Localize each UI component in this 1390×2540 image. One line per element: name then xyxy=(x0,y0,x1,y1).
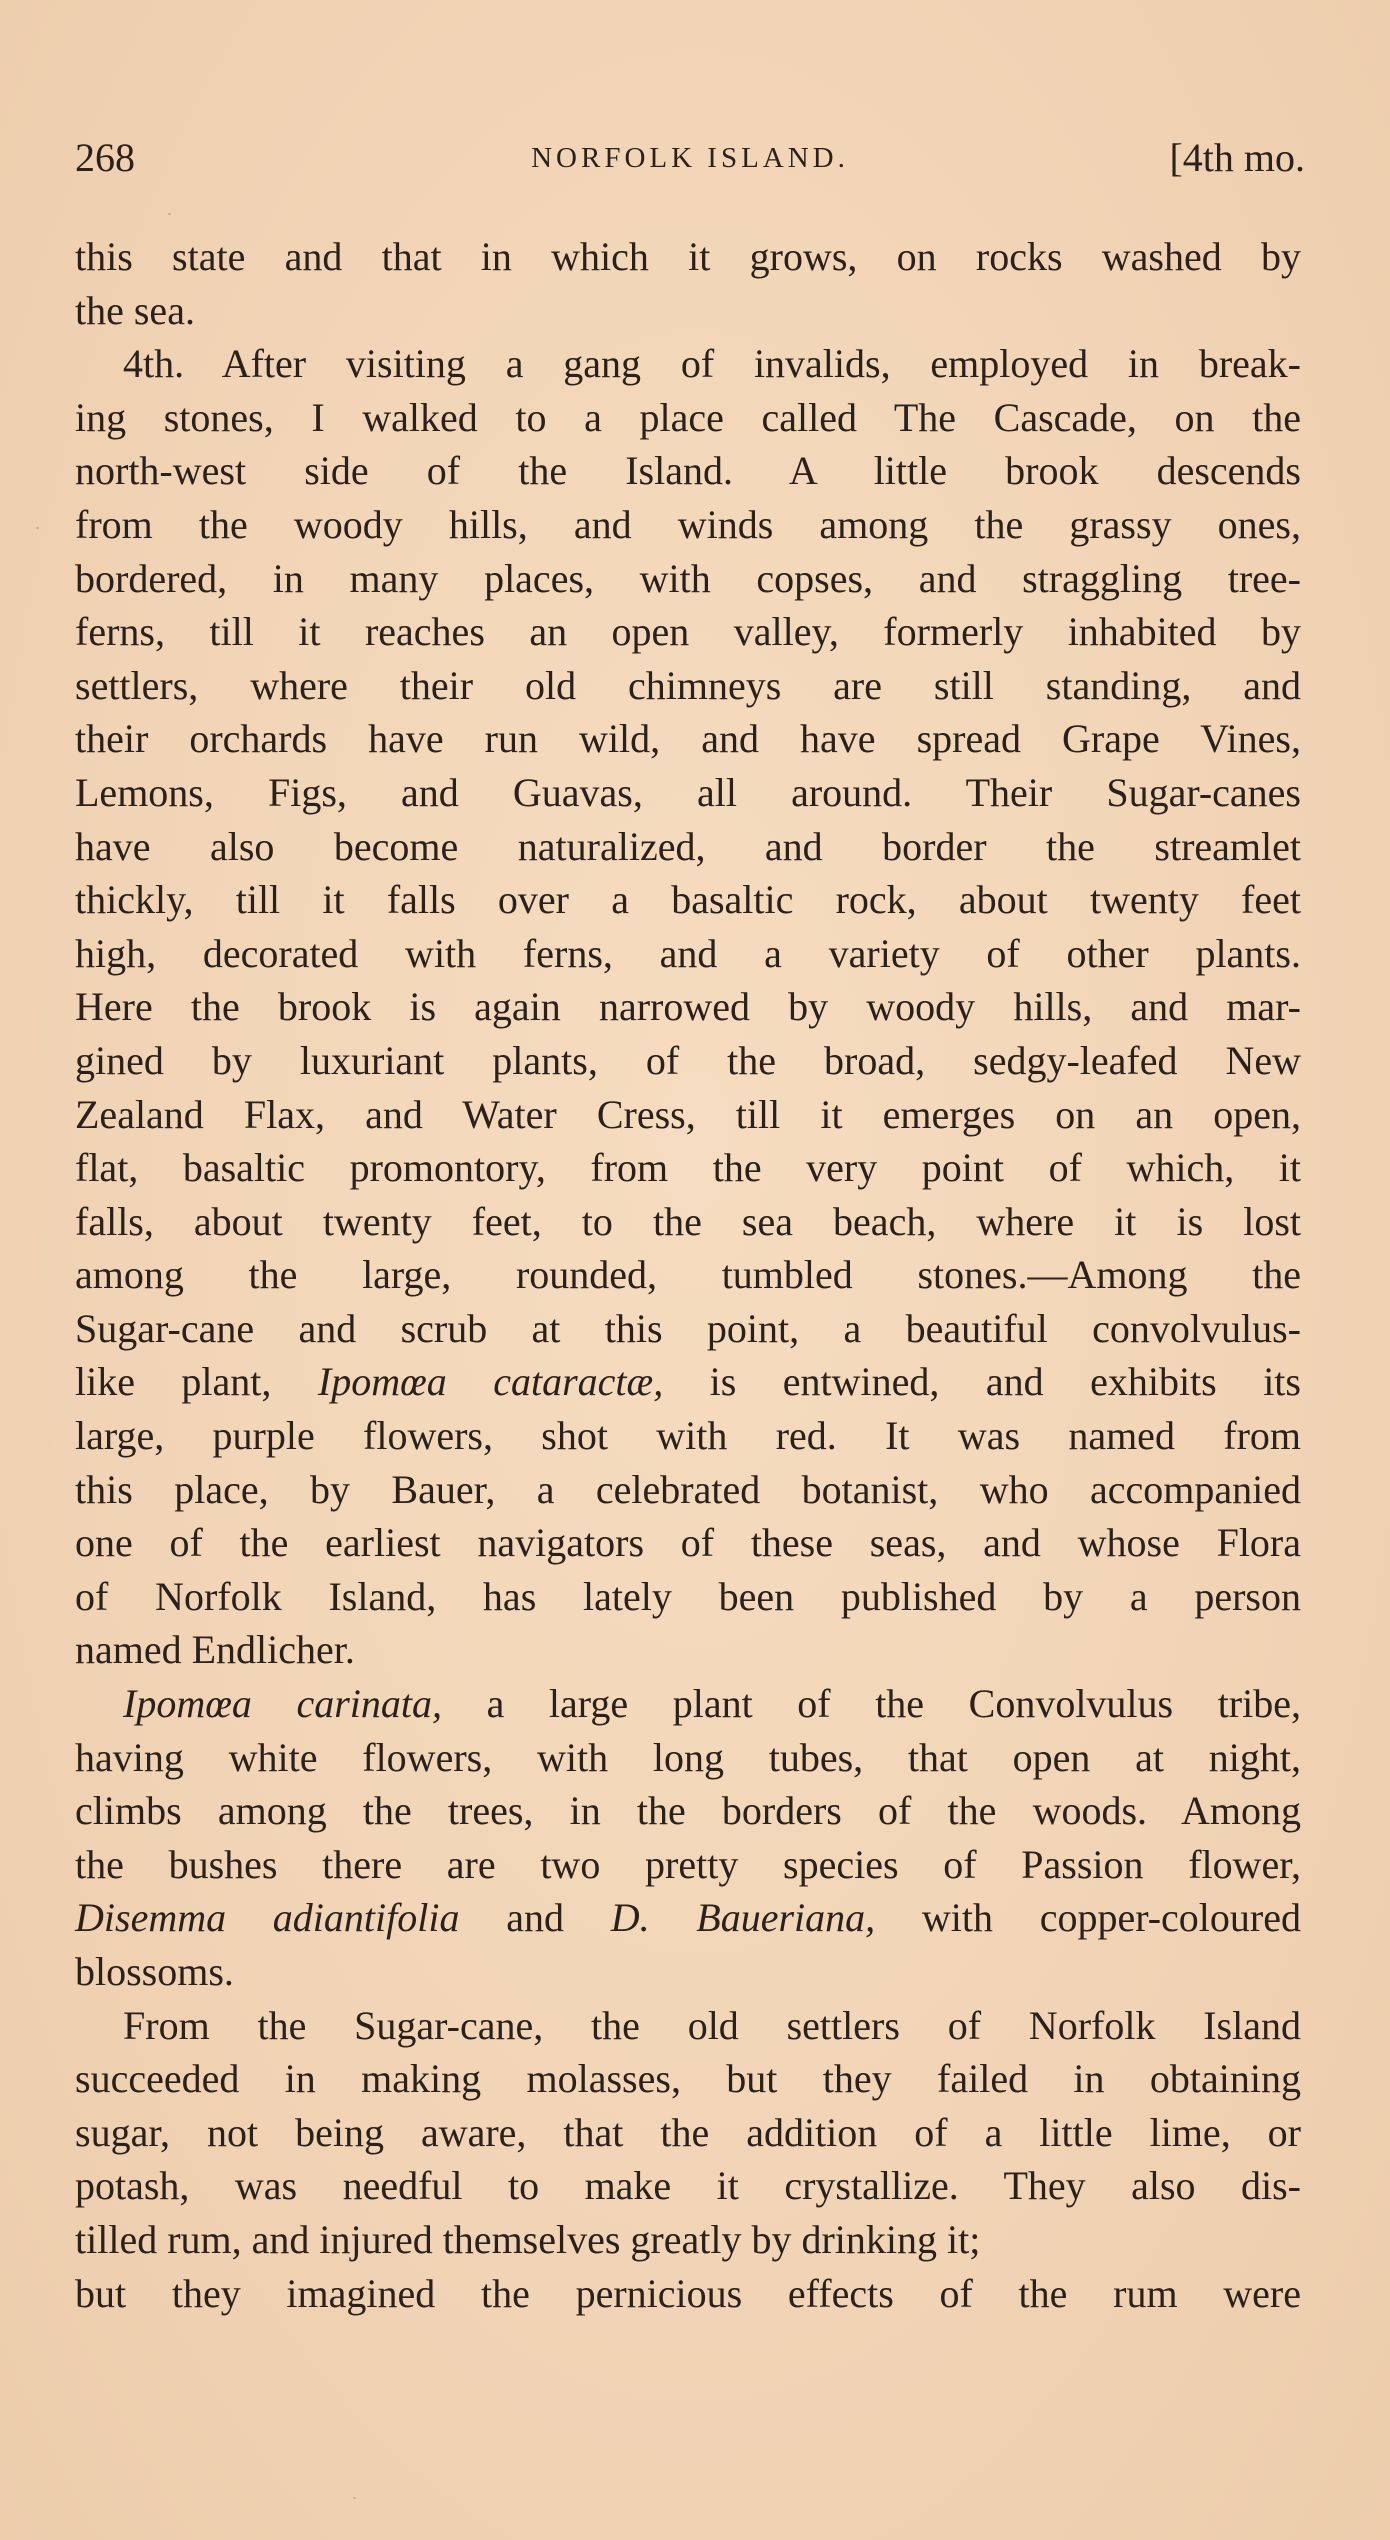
text-span: is entwined, and exhibits its xyxy=(663,1359,1301,1405)
paper-speck xyxy=(353,2497,356,2499)
text-span: bordered, in many places, with copses, and straggling tree- xyxy=(75,555,1301,601)
text-span: from the woody hills, and winds among the grassy ones, xyxy=(75,501,1301,547)
text-span: ferns, till it reaches an open valley, formerly inhabited by xyxy=(75,609,1301,655)
text-line xyxy=(75,284,1301,338)
text-line xyxy=(75,1463,1301,1517)
paper-speck xyxy=(168,213,171,215)
text-line xyxy=(75,2106,1301,2160)
text-line xyxy=(75,605,1301,659)
text-span: one of the earliest navigators of these seas, and whose Flora xyxy=(75,1520,1301,1566)
text-span: have also become naturalized, and border the streamlet xyxy=(75,823,1301,869)
text-line xyxy=(75,712,1301,766)
text-line xyxy=(75,391,1301,445)
italic-text: D. Baueriana, xyxy=(610,1895,876,1941)
text-line xyxy=(75,1302,1301,1356)
text-span: like plant, xyxy=(75,1359,318,1405)
text-line xyxy=(75,2267,1301,2321)
text-line xyxy=(75,2159,1301,2213)
text-span: Lemons, Figs, and Guavas, all around. Their Sugar-canes xyxy=(75,769,1301,815)
text-line xyxy=(75,230,1301,284)
text-span: their orchards have run wild, and have spread Grape Vines, xyxy=(75,716,1301,762)
running-title: NORFOLK ISLAND. xyxy=(531,142,849,174)
text-line xyxy=(75,337,1301,391)
text-span: Sugar-cane and scrub at this point, a beautiful convolvulus- xyxy=(75,1305,1301,1351)
text-line xyxy=(75,1088,1301,1142)
text-line xyxy=(75,1945,1301,1999)
italic-text: Ipomœa cataractæ, xyxy=(317,1359,664,1405)
text-line xyxy=(75,820,1301,874)
text-line xyxy=(75,1516,1301,1570)
text-span: among the large, rounded, tumbled stones.—Among the xyxy=(75,1252,1301,1298)
text-span: thickly, till it falls over a basaltic rock, about twenty feet xyxy=(75,877,1301,923)
text-span: having white flowers, with long tubes, that open at night, xyxy=(75,1734,1301,1780)
text-line xyxy=(75,1195,1301,1249)
text-span: 4th. After visiting a gang of invalids, employed in break- xyxy=(123,341,1301,387)
text-line xyxy=(75,1409,1301,1463)
text-span: high, decorated with ferns, and a variety of other plants. xyxy=(75,930,1301,976)
text-line xyxy=(75,552,1301,606)
text-span: north-west side of the Island. A little brook descends xyxy=(75,448,1301,494)
text-line xyxy=(75,1731,1301,1785)
text-span: ing stones, I walked to a place called The Cascade, on the xyxy=(75,394,1301,440)
text-span: this place, by Bauer, a celebrated botanist, who accompanied xyxy=(75,1466,1301,1512)
text-span: Zealand Flax, and Water Cress, till it emerges on an open, xyxy=(75,1091,1301,1137)
page-number: 268 xyxy=(75,135,135,180)
text-span: sugar, not being aware, that the addition of a little lime, or xyxy=(75,2109,1301,2155)
text-line xyxy=(75,1623,1301,1677)
text-line xyxy=(75,1838,1301,1892)
text-span: blossoms. xyxy=(75,1949,234,1994)
text-span: the bushes there are two pretty species of Passion flower, xyxy=(75,1841,1301,1887)
running-header xyxy=(75,128,1305,188)
text-line xyxy=(75,1034,1301,1088)
text-span: gined by luxuriant plants, of the broad, sedgy-leafed New xyxy=(75,1037,1301,1083)
text-span: flat, basaltic promontory, from the very point of which, it xyxy=(75,1145,1301,1191)
text-span: but they imagined the pernicious effects of the rum were xyxy=(75,2270,1301,2316)
text-line xyxy=(75,1784,1301,1838)
text-span: falls, about twenty feet, to the sea beach, where it is lost xyxy=(75,1198,1301,1244)
paper-speck xyxy=(36,527,39,529)
text-line xyxy=(75,1355,1301,1409)
text-line xyxy=(75,1891,1301,1945)
body-text xyxy=(75,230,1301,2320)
italic-text: Disemma adiantifolia xyxy=(75,1895,460,1941)
text-line xyxy=(75,498,1301,552)
text-span: tilled rum, and injured themselves greatly by drinking it; xyxy=(75,2216,981,2262)
italic-text: Ipomœa carinata, xyxy=(123,1681,443,1727)
text-span: named Endlicher. xyxy=(75,1627,355,1673)
text-line xyxy=(75,444,1301,498)
text-line xyxy=(75,927,1301,981)
text-line xyxy=(75,1141,1301,1195)
text-line xyxy=(75,2213,1301,2267)
text-span: climbs among the trees, in the borders of the woods. Among xyxy=(75,1788,1301,1834)
text-span: large, purple flowers, shot with red. It was named from xyxy=(75,1413,1301,1459)
text-span: potash, was needful to make it crystallize. They also dis- xyxy=(75,2163,1301,2209)
text-line xyxy=(75,2052,1301,2106)
text-span: From the Sugar-cane, the old settlers of Norfolk Island xyxy=(123,2002,1301,2048)
date-marker: [4th mo. xyxy=(1169,135,1305,180)
text-line xyxy=(75,980,1301,1034)
text-span: of Norfolk Island, has lately been published by a person xyxy=(75,1573,1301,1619)
text-line xyxy=(75,873,1301,927)
text-span: succeeded in making molasses, but they failed in obtaining xyxy=(75,2056,1301,2102)
text-line xyxy=(75,1677,1301,1731)
text-span: the sea. xyxy=(75,287,195,333)
text-span: a large plant of the Convolvulus tribe, xyxy=(442,1681,1301,1727)
text-line xyxy=(75,1248,1301,1302)
text-span: settlers, where their old chimneys are still standing, and xyxy=(75,662,1301,708)
text-line xyxy=(75,1570,1301,1624)
text-span: Here the brook is again narrowed by woody hills, and mar- xyxy=(75,984,1301,1030)
text-span: this state and that in which it grows, on rocks washed by xyxy=(75,234,1301,279)
text-line xyxy=(75,766,1301,820)
text-line xyxy=(75,1999,1301,2053)
text-span: and xyxy=(459,1895,611,1941)
text-line xyxy=(75,659,1301,713)
text-span: with copper-coloured xyxy=(875,1895,1301,1941)
